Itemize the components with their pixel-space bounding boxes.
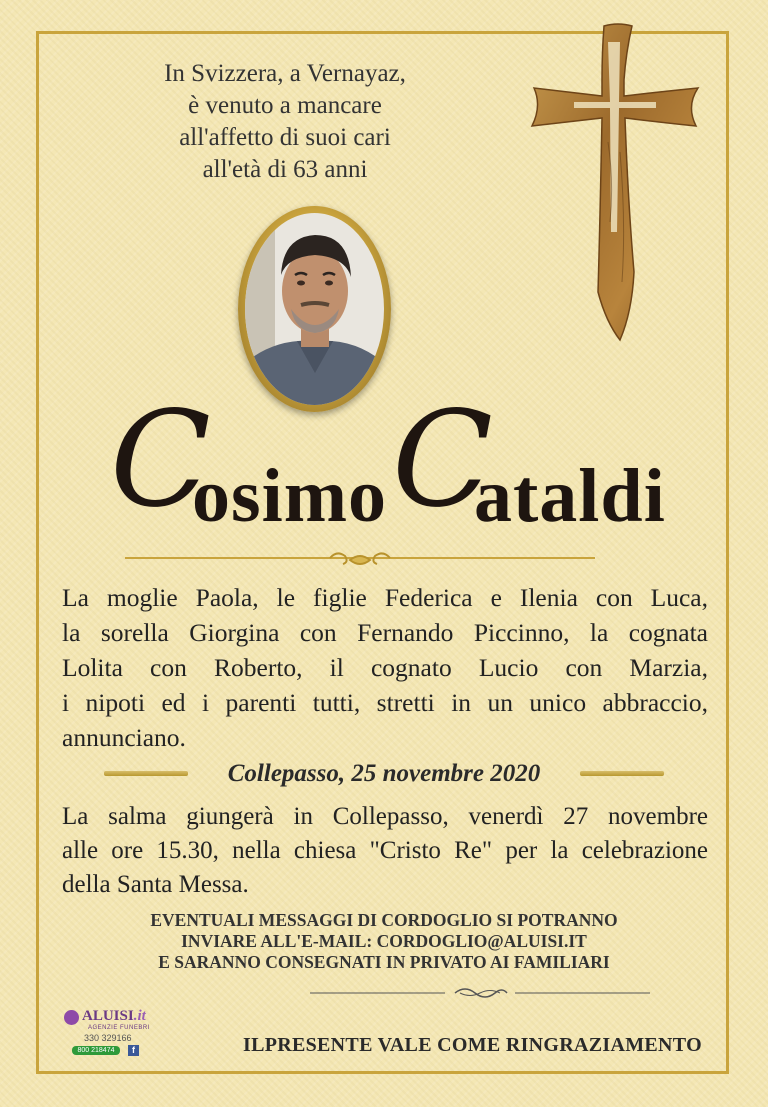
- first-name-rest: osimo: [192, 454, 387, 538]
- header-text: [120, 58, 450, 186]
- portrait-photo: [245, 213, 384, 405]
- announcement-text: [62, 580, 708, 755]
- ornament-divider: [125, 550, 595, 570]
- funeral-line: La salma giungerà in Collepasso, venerdì 27 novembre: [62, 803, 708, 830]
- dateline-text: Collepasso, 25 novembre 2020: [227, 760, 541, 787]
- last-name-initial: C: [392, 383, 493, 537]
- logo-brand: ALUISI.it: [82, 1008, 146, 1024]
- notice-line: INVIARE ALL'E-MAIL: CORDOGLIO@ALUISI.IT: [181, 931, 587, 951]
- funeral-agency-logo: [60, 1008, 170, 1060]
- facebook-icon: f: [128, 1045, 139, 1056]
- wooden-cross-icon: [528, 22, 702, 342]
- small-ornament-divider: [310, 984, 650, 1002]
- announcement-line: Lolita con Roberto, il cognato Lucio con Marzia,: [62, 653, 708, 682]
- notice-line: EVENTUALI MESSAGGI DI CORDOGLIO SI POTRANNO: [150, 910, 618, 930]
- funeral-line: alle ore 15.30, nella chiesa "Cristo Re" per la celebrazione: [62, 837, 708, 864]
- funeral-line: della Santa Messa.: [62, 871, 249, 898]
- header-line: all'affetto di suoi cari: [179, 124, 391, 151]
- thanks-line: ILPRESENTE VALE COME RINGRAZIAMENTO: [243, 1034, 702, 1056]
- funeral-text: [62, 800, 708, 902]
- last-name-rest: ataldi: [474, 454, 666, 538]
- announcement-line: la sorella Giorgina con Fernando Piccinno, la cognata: [62, 618, 708, 647]
- announcement-line: La moglie Paola, le figlie Federica e Ilenia con Luca,: [62, 583, 708, 612]
- dateline: [0, 757, 768, 791]
- first-name-initial: C: [110, 383, 211, 537]
- header-line: In Svizzera, a Vernayaz,: [164, 60, 406, 87]
- logo-subtitle: AGENZIE FUNEBRI: [88, 1025, 150, 1031]
- logo-phone: 330 329166: [84, 1033, 132, 1043]
- deceased-name: [0, 383, 768, 543]
- header-line: all'età di 63 anni: [202, 156, 368, 183]
- condolence-notice: [0, 910, 768, 973]
- logo-mark-icon: [64, 1010, 79, 1025]
- portrait-frame: [238, 206, 391, 412]
- header-line: è venuto a mancare: [188, 92, 382, 119]
- announcement-line: i nipoti ed i parenti tutti, stretti in un unico abbraccio,: [62, 688, 708, 717]
- notice-line: E SARANNO CONSEGNATI IN PRIVATO AI FAMILIARI: [158, 952, 610, 972]
- green-number-badge: 800 218474: [72, 1046, 120, 1055]
- announcement-line: annunciano.: [62, 723, 186, 752]
